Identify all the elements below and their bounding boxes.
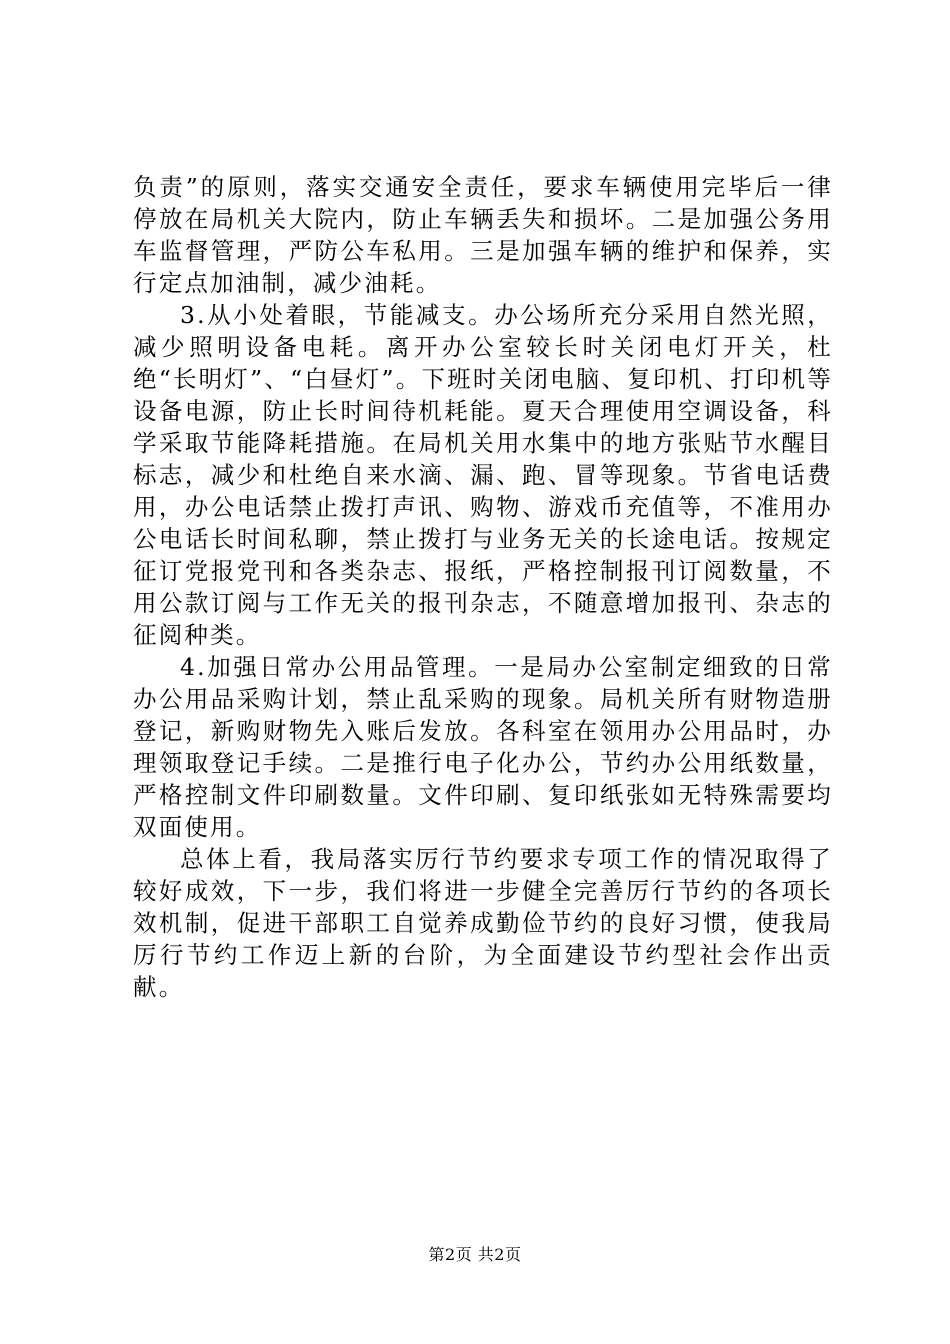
page-number-footer: 第2页 共2页 [428, 1245, 522, 1264]
paragraph-office-supplies: 4.加强日常办公用品管理。一是局办公室制定细致的日常办公用品采购计划，禁止乱采购的现象。局机关所有财物造册登记，新购财物先入账后发放。各科室在领用办公用品时，办理领取登记手续。二是推行电子化办公，节约办公用纸数量，严格控制文件印刷数量。文件印刷、复印纸张如无特殊需要均双面使用。 [133, 653, 833, 841]
paragraph-summary: 总体上看，我局落实厉行节约要求专项工作的情况取得了较好成效，下一步，我们将进一步健全完善厉行节约的各项长效机制，促进干部职工自觉养成勤俭节约的良好习惯，使我局厉行节约工作迈上新的台阶，为全面建设节约型社会作出贡献。 [133, 845, 833, 1001]
paragraph-vehicle-management: 负责”的原则，落实交通安全责任，要求车辆使用完毕后一律停放在局机关大院内，防止车辆丢失和损坏。二是加强公务用车监督管理，严防公车私用。三是加强车辆的维护和保养，实行定点加油制，减少油耗。 [133, 173, 833, 297]
document-body [133, 171, 833, 1003]
paragraph-energy-saving: 3.从小处着眼，节能减支。办公场所充分采用自然光照，减少照明设备电耗。离开办公室较长时关闭电灯开关，杜绝“长明灯”、“白昼灯”。下班时关闭电脑、复印机、打印机等设备电源，防止长时间待机耗能。夏天合理使用空调设备，科学采取节能降耗措施。在局机关用水集中的地方张贴节水醒目标志，减少和杜绝自来水滴、漏、跑、冒等现象。节省电话费用，办公电话禁止拨打声讯、购物、游戏币充值等，不准用办公电话长时间私聊，禁止拨打与业务无关的长途电话。按规定征订党报党刊和各类杂志、报纸，严格控制报刊订阅数量，不用公款订阅与工作无关的报刊杂志，不随意增加报刊、杂志的征阅种类。 [133, 301, 833, 649]
